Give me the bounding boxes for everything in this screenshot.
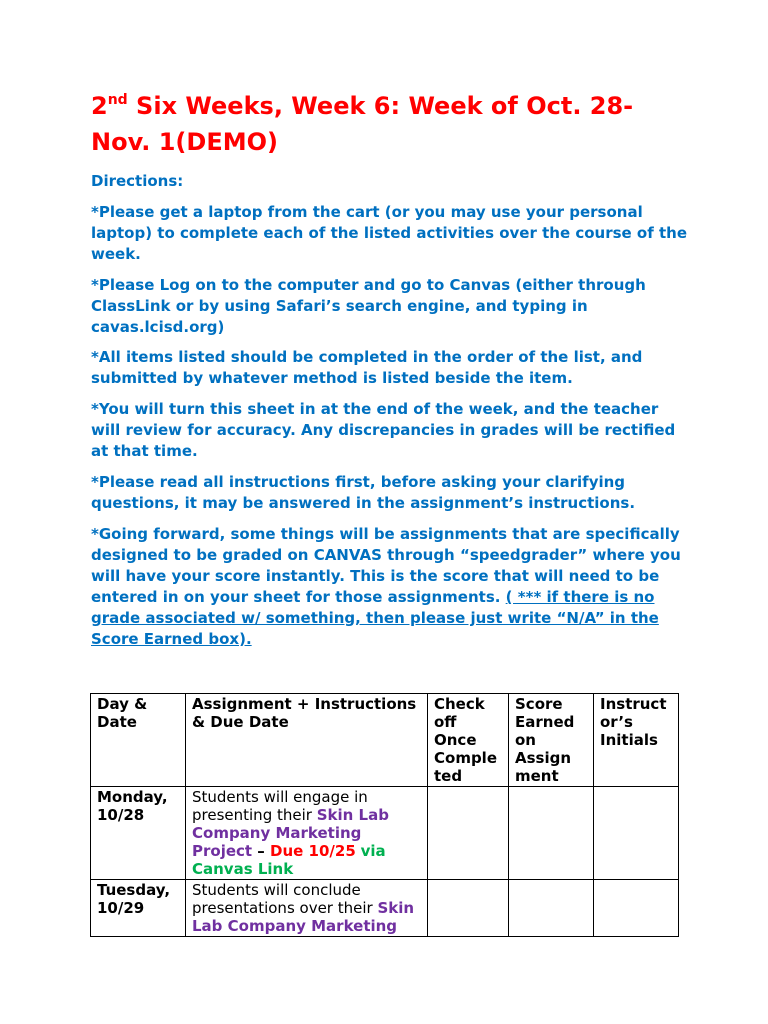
check-off-cell[interactable] xyxy=(428,880,509,937)
due-date: Due 10/25 xyxy=(270,842,356,860)
score-cell[interactable] xyxy=(509,880,594,937)
assignment-text: Students will engage in presenting their xyxy=(192,788,368,824)
title-rest: Six Weeks, Week 6: Week of Oct. 28-Nov. 1(DEMO) xyxy=(91,92,634,156)
dash: – xyxy=(252,842,271,860)
direction-item-6 xyxy=(91,524,681,650)
project-name: Skin Lab Company Marketing Project xyxy=(192,806,389,860)
direction-item-1: *Please get a laptop from the cart (or you may use your personal laptop) to complete each of the listed activities over the course of the week. xyxy=(91,203,688,263)
day-cell: Tuesday, 10/29 xyxy=(91,880,186,937)
direction-item-4: *You will turn this sheet in at the end of the week, and the teacher will review for accuracy. Any discrepancies in grades will be rectified at that time. xyxy=(91,400,676,460)
header-score-earned: Score Earned on Assign ment xyxy=(509,694,594,787)
assignment-table xyxy=(90,693,679,937)
direction-item-2: *Please Log on to the computer and go to Canvas (either through ClassLink or by using Safari’s search engine, and typing in cavas.lcisd.org) xyxy=(91,276,646,336)
direction-item-3: *All items listed should be completed in the order of the list, and submitted by whatever method is listed beside the item. xyxy=(91,348,643,387)
header-assignment: Assignment + Instructions & Due Date xyxy=(186,694,428,787)
assignment-text: Students will conclude presentations over their xyxy=(192,881,378,917)
title-superscript: nd xyxy=(107,92,128,108)
day-cell: Monday, 10/28 xyxy=(91,787,186,880)
assignment-cell xyxy=(186,880,428,937)
title-prefix: 2 xyxy=(91,92,108,120)
submission-method: via Canvas Link xyxy=(192,842,386,878)
header-instructor-initials: Instruct or’s Initials xyxy=(594,694,679,787)
direction-item-5: *Please read all instructions first, before asking your clarifying questions, it may be answered in the assignment’s instructions. xyxy=(91,473,636,512)
na-instruction: ( *** if there is no grade associated w/ something, then please just write “N/A” in the Score Earned box). xyxy=(91,588,659,648)
header-check-off: Check off Once Comple ted xyxy=(428,694,509,787)
table-row xyxy=(91,880,679,937)
directions-heading: Directions: xyxy=(91,172,184,190)
project-name: Skin Lab Company Marketing xyxy=(192,899,415,935)
page-title xyxy=(91,88,691,160)
table-header-row xyxy=(91,694,679,787)
initials-cell[interactable] xyxy=(594,787,679,880)
score-cell[interactable] xyxy=(509,787,594,880)
assignment-cell xyxy=(186,787,428,880)
check-off-cell[interactable] xyxy=(428,787,509,880)
initials-cell[interactable] xyxy=(594,880,679,937)
table-row xyxy=(91,787,679,880)
direction-item-6-text: *Going forward, some things will be assignments that are specifically designed to be graded on CANVAS through “speedgrader” where you will have your score instantly. This is the score that will need to be entered in on your sheet for those assignments. xyxy=(91,525,681,606)
header-day-date: Day & Date xyxy=(91,694,186,787)
